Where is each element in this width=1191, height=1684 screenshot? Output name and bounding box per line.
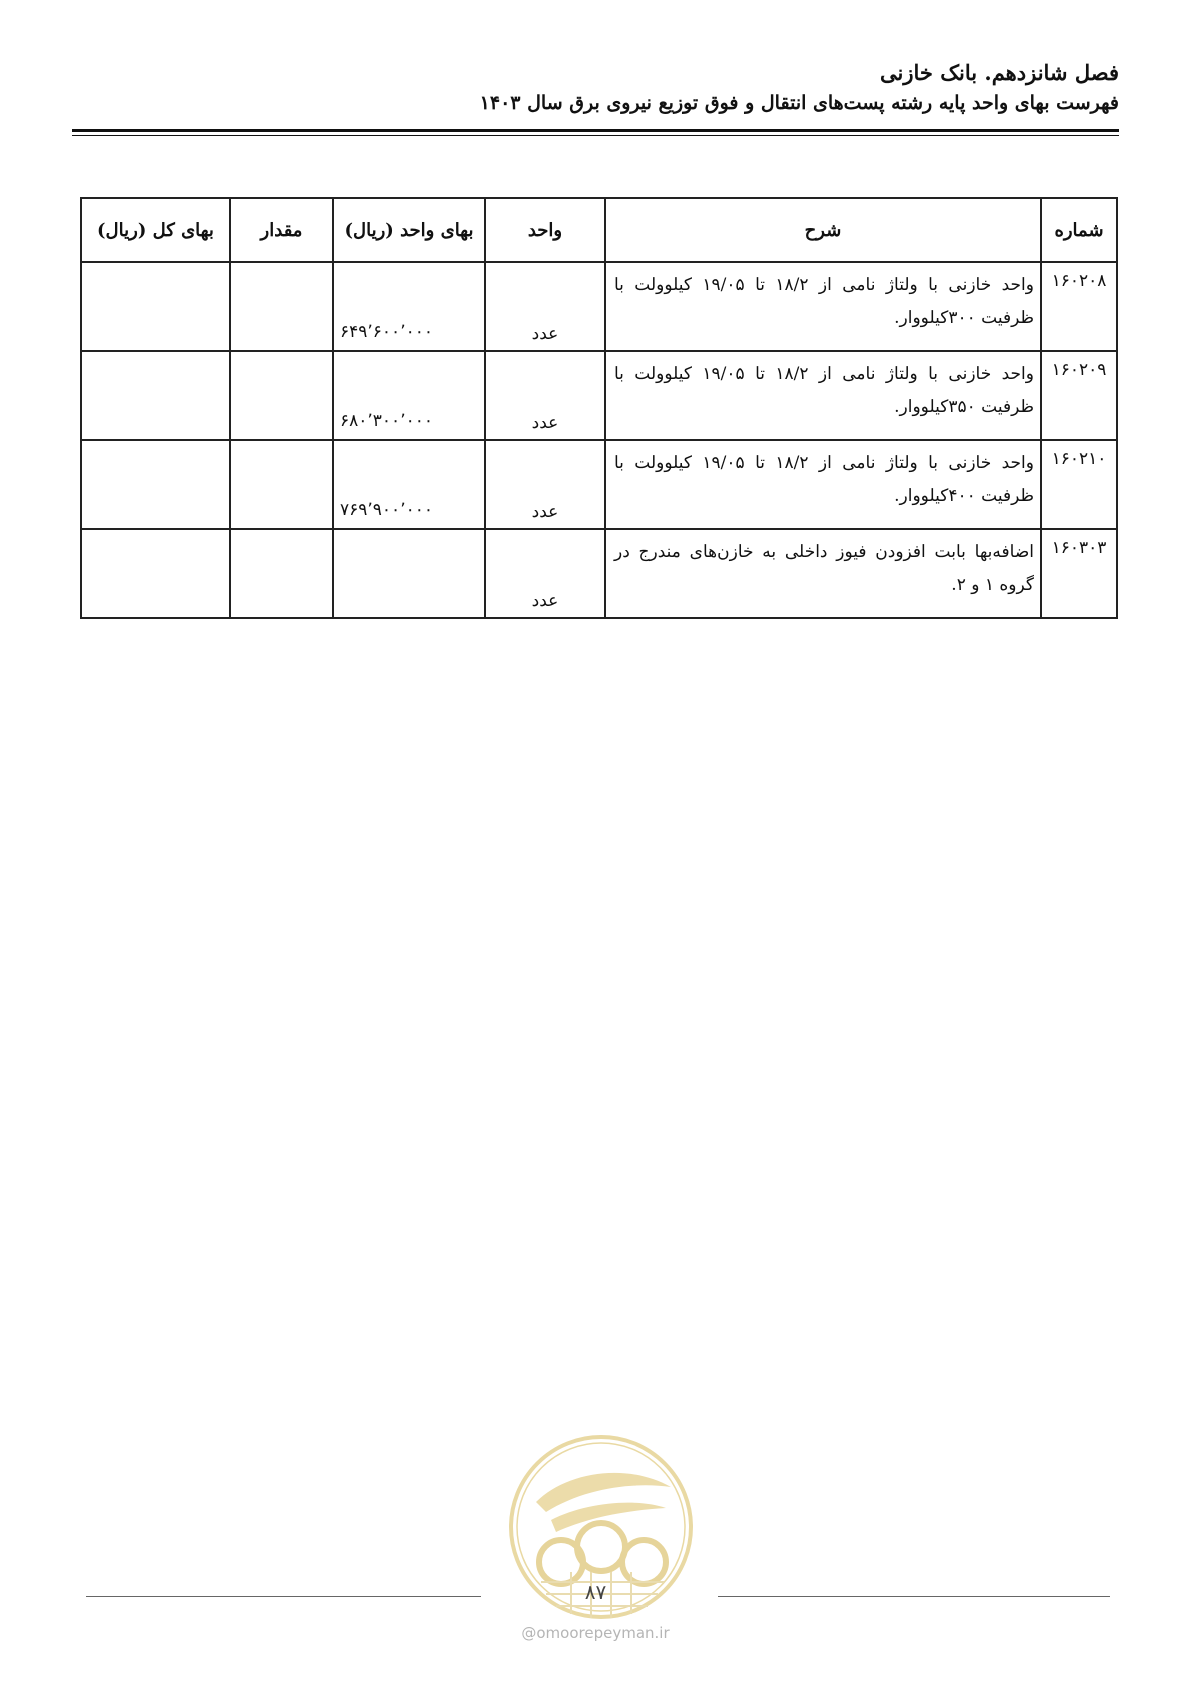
header-description: شرح: [605, 198, 1041, 262]
header-quantity: مقدار: [230, 198, 333, 262]
chapter-title: فصل شانزدهم. بانک خازنی: [880, 60, 1119, 85]
item-unit-price: ۷۶۹٬۹۰۰٬۰۰۰: [333, 440, 485, 529]
table-row: [81, 351, 1117, 440]
item-unit: عدد: [485, 262, 605, 351]
table-row: [81, 529, 1117, 618]
table-row: [81, 262, 1117, 351]
item-description: اضافه‌بها بابت افزودن فیوز داخلی به خازن‌های مندرج در گروه ۱ و ۲.: [605, 529, 1041, 618]
item-quantity: [230, 529, 333, 618]
item-total: [81, 262, 230, 351]
page-header: [72, 58, 1119, 118]
table-row: [81, 440, 1117, 529]
item-unit-price: ۶۴۹٬۶۰۰٬۰۰۰: [333, 262, 485, 351]
item-description: واحد خازنی با ولتاژ نامی از ۱۸/۲ تا ۱۹/۰۵ کیلوولت با ظرفیت ۴۰۰کیلووار.: [605, 440, 1041, 529]
item-unit-price: [333, 529, 485, 618]
header-rule-thick: [72, 129, 1119, 132]
document-subtitle: فهرست بهای واحد پایه رشته پست‌های انتقال و فوق توزیع نیروی برق سال ۱۴۰۳: [479, 92, 1119, 114]
header-unit: واحد: [485, 198, 605, 262]
item-code: ۱۶۰۳۰۳: [1041, 529, 1117, 618]
item-code: ۱۶۰۲۱۰: [1041, 440, 1117, 529]
item-quantity: [230, 262, 333, 351]
item-total: [81, 440, 230, 529]
item-quantity: [230, 440, 333, 529]
item-quantity: [230, 351, 333, 440]
item-description: واحد خازنی با ولتاژ نامی از ۱۸/۲ تا ۱۹/۰۵ کیلوولت با ظرفیت ۳۰۰کیلووار.: [605, 262, 1041, 351]
item-code: ۱۶۰۲۰۹: [1041, 351, 1117, 440]
item-unit: عدد: [485, 529, 605, 618]
header-total-price: بهای کل (ریال): [81, 198, 230, 262]
item-description: واحد خازنی با ولتاژ نامی از ۱۸/۲ تا ۱۹/۰۵ کیلوولت با ظرفیت ۳۵۰کیلووار.: [605, 351, 1041, 440]
item-code: ۱۶۰۲۰۸: [1041, 262, 1117, 351]
page-number: ۸۷: [584, 1580, 607, 1604]
website-watermark: @omoorepeyman.ir: [521, 1624, 670, 1642]
header-unit-price: بهای واحد (ریال): [333, 198, 485, 262]
item-total: [81, 529, 230, 618]
item-unit: عدد: [485, 351, 605, 440]
item-unit: عدد: [485, 440, 605, 529]
table-header-row: [81, 198, 1117, 262]
header-code: شماره: [1041, 198, 1117, 262]
price-table: [80, 197, 1118, 619]
item-unit-price: ۶۸۰٬۳۰۰٬۰۰۰: [333, 351, 485, 440]
item-total: [81, 351, 230, 440]
header-rule-thin: [72, 135, 1119, 136]
